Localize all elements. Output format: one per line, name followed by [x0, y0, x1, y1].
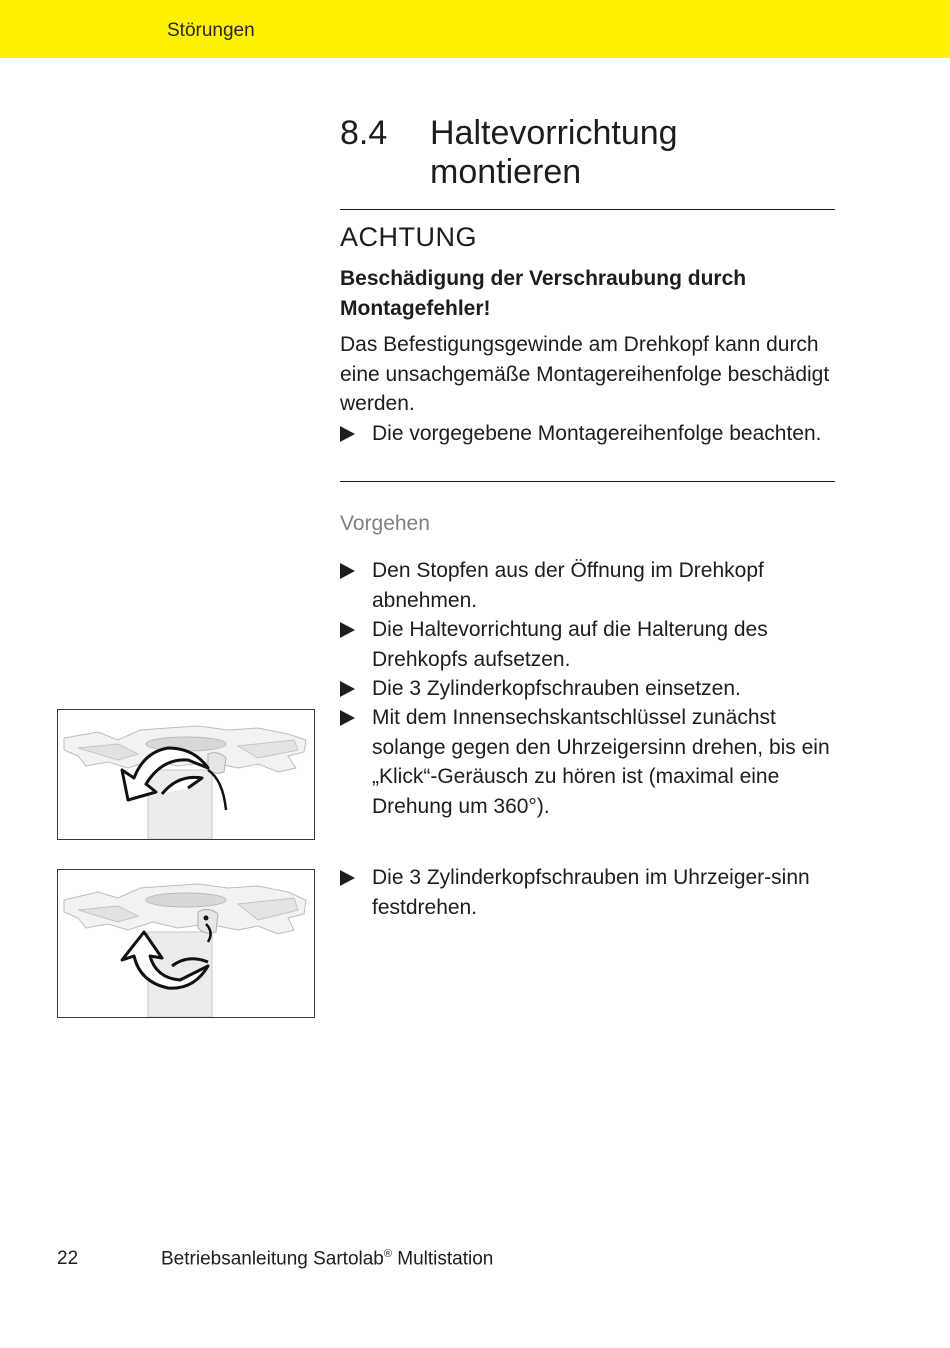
figure-counterclockwise [57, 709, 315, 840]
bullet-triangle-icon [340, 710, 355, 726]
procedure-step-text: Die 3 Zylinderkopfschrauben im Uhrzeiger-sinn festdrehen. [372, 866, 810, 919]
warning-top-rule [340, 209, 835, 210]
figure-clockwise [57, 869, 315, 1018]
registered-mark: ® [383, 1248, 392, 1260]
bullet-triangle-icon [340, 681, 355, 697]
header-bar [0, 0, 950, 58]
procedure-step-text: Mit dem Innensechskantschlüssel zunächst solange gegen den Uhrzeigersinn drehen, bis ein „Klick“-Geräusch zu hören ist (maximal eine Drehung um 360°). [372, 706, 830, 818]
warning-action [340, 419, 835, 449]
procedure-step [340, 556, 835, 615]
bullet-triangle-icon [340, 426, 355, 442]
procedure-label: Vorgehen [340, 512, 430, 535]
warning-bottom-rule [340, 481, 835, 482]
document-title [161, 1248, 493, 1270]
document-title-suffix: Multistation [391, 1248, 494, 1270]
document-title-text: Betriebsanleitung Sartolab [161, 1248, 384, 1270]
warning-label: ACHTUNG [340, 222, 477, 252]
procedure-step [340, 703, 835, 821]
bullet-triangle-icon [340, 870, 355, 886]
procedure-step [340, 615, 835, 674]
procedure-step [340, 863, 835, 922]
procedure-step-text: Die 3 Zylinderkopfschrauben einsetzen. [372, 677, 741, 700]
procedure-step-text: Den Stopfen aus der Öffnung im Drehkopf abnehmen. [372, 559, 764, 612]
bullet-triangle-icon [340, 563, 355, 579]
warning-action-text: Die vorgegebene Montagereihenfolge beachten. [372, 422, 822, 445]
procedure-step [340, 674, 835, 704]
procedure-step-text: Die Haltevorrichtung auf die Halterung des Drehkopfs aufsetzen. [372, 618, 768, 671]
warning-text: Das Befestigungsgewinde am Drehkopf kann durch eine unsachgemäße Montagereihenfolge beschädigt werden. [340, 333, 830, 415]
clockwise-arrow-icon [118, 926, 218, 996]
warning-subtitle: Beschädigung der Verschraubung durch Montagefehler! [340, 267, 747, 320]
counterclockwise-arrow-icon [118, 738, 218, 808]
section-title: Störungen [167, 20, 255, 41]
page-number: 22 [57, 1248, 79, 1269]
bullet-triangle-icon [340, 622, 355, 638]
heading-number: 8.4 [340, 114, 388, 152]
heading-title: Haltevorrichtung montieren [430, 114, 678, 191]
